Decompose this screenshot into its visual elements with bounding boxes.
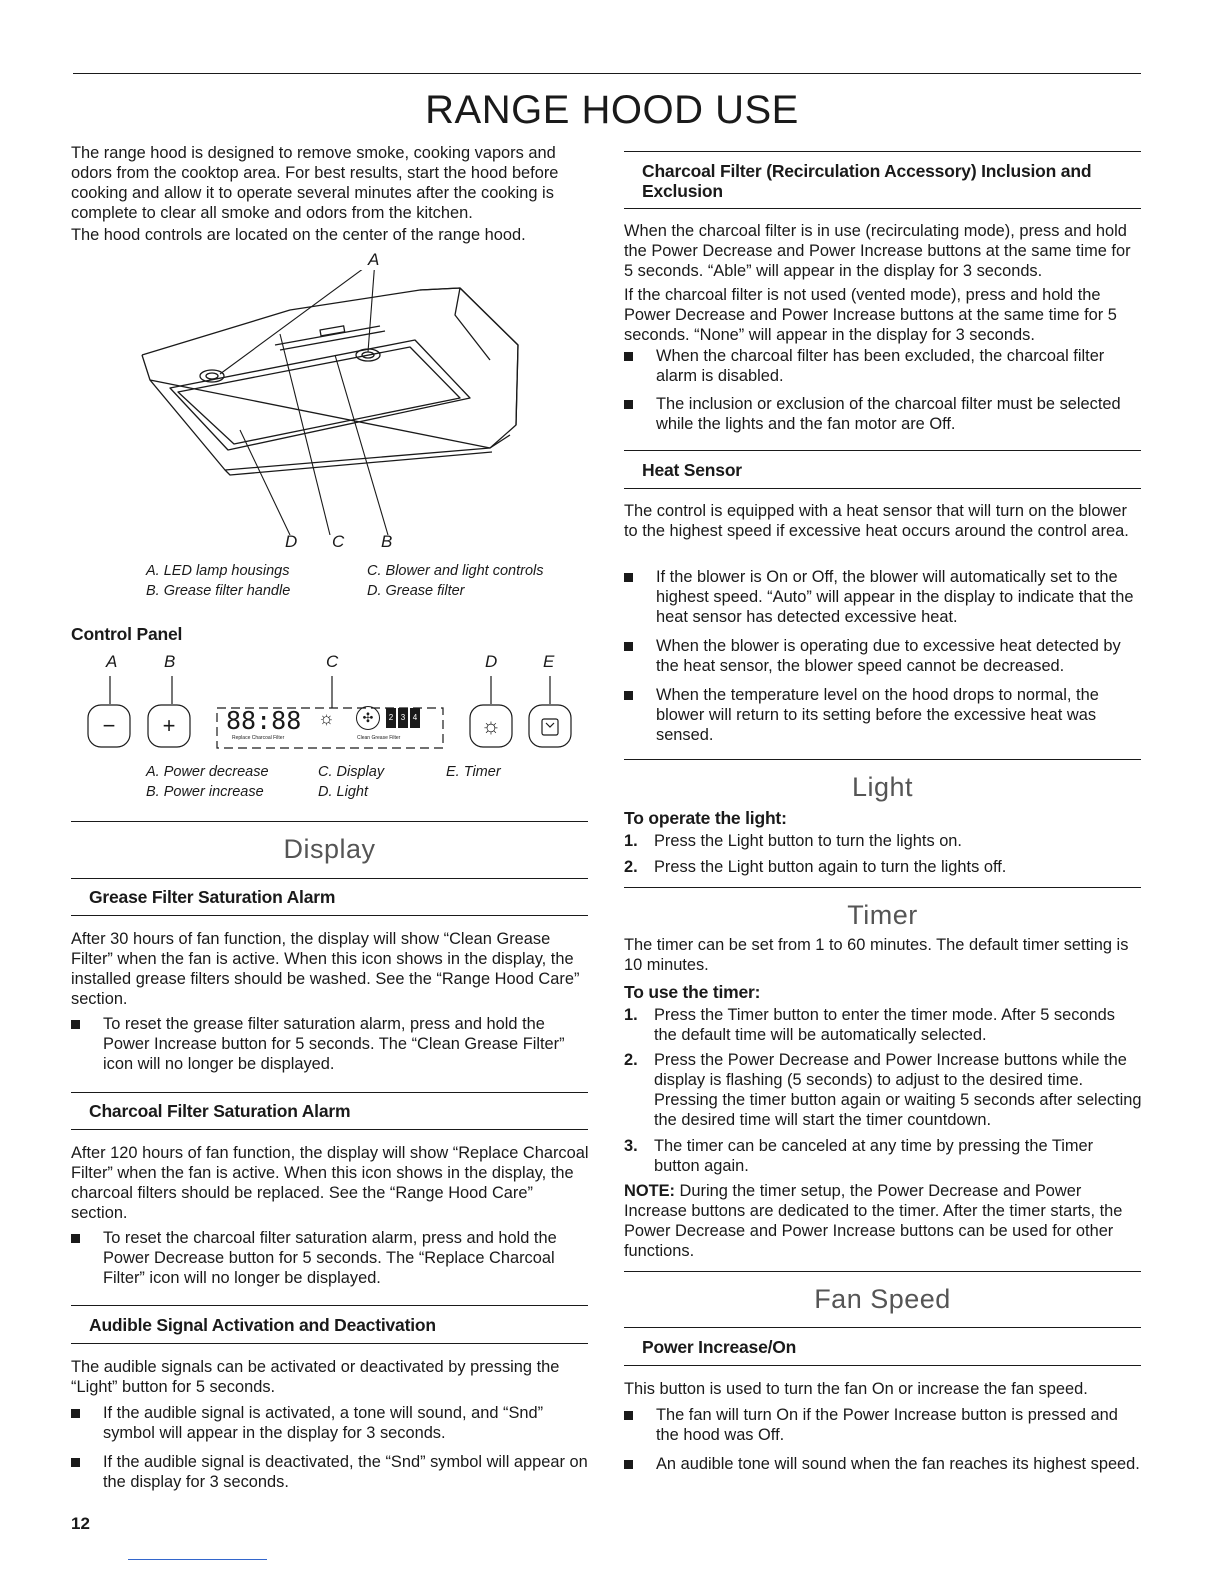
panel-caption: B. Power increase xyxy=(146,784,264,800)
charcoal-inclusion-p2: If the charcoal filter is not used (vented mode), press and hold the Power Decrease and Power Increase buttons at the same time for 5 seconds. “None” will appear in the display for 3 seconds. xyxy=(624,286,1117,344)
audible-heading: Audible Signal Activation and Deactivation xyxy=(89,1315,436,1335)
replace-charcoal-filter-label: Replace Charcoal Filter xyxy=(232,735,285,741)
light-section-title: Light xyxy=(851,772,914,802)
display-digits: 88:88 xyxy=(226,706,302,735)
control-panel-heading: Control Panel xyxy=(71,624,183,644)
minus-icon: − xyxy=(102,713,116,738)
power-decrease-button[interactable] xyxy=(88,705,130,747)
audible-rule xyxy=(71,1305,588,1306)
timer-section-title: Timer xyxy=(847,900,918,930)
timer-body: The timer can be set from 1 to 60 minutes. The default timer setting is 10 minutes. xyxy=(624,936,1129,974)
panel-caption: C. Display xyxy=(318,764,385,780)
plus-icon: + xyxy=(162,713,176,738)
grease-alarm-heading: Grease Filter Saturation Alarm xyxy=(89,887,336,907)
panel-letter-e: E xyxy=(543,652,555,671)
power-increase-heading-rule xyxy=(624,1365,1141,1366)
power-increase-button[interactable] xyxy=(148,705,190,747)
charcoal-alarm-body: After 120 hours of fan function, the display will show “Replace Charcoal Filter” when the fan is active. When this icon shows in the display, the charcoal filters should be replaced. See the “Range Hood Care” section. xyxy=(71,1144,589,1222)
timer-subheading: To use the timer: xyxy=(624,982,761,1002)
figure-caption: A. LED lamp housings xyxy=(146,563,290,579)
charcoal-inclusion-rule xyxy=(624,151,1141,152)
figure-letter-b: B xyxy=(381,532,393,551)
speed-bar: 3 xyxy=(398,708,408,728)
display-sub-rule xyxy=(71,878,588,879)
speed-bar: 2 xyxy=(386,708,396,728)
range-hood-illustration xyxy=(130,270,530,535)
panel-caption: A. Power decrease xyxy=(146,764,269,780)
heat-sensor-body: The control is equipped with a heat sensor that will turn on the blower to the highest speed if excessive heat occurs around the control area. xyxy=(624,502,1129,540)
figure-letter-c: C xyxy=(332,532,345,551)
fan-speed-body: This button is used to turn the fan On or increase the fan speed. xyxy=(624,1380,1088,1398)
display-section-title: Display xyxy=(283,834,376,864)
charcoal-heading-rule xyxy=(71,1129,588,1130)
speed-indicator xyxy=(386,708,420,728)
panel-caption: D. Light xyxy=(318,784,368,800)
fan-speed-rule xyxy=(624,1271,1141,1272)
fan-speed-sub-rule xyxy=(624,1327,1141,1328)
figure-letter-d: D xyxy=(285,532,298,551)
footer-link-line xyxy=(128,1559,267,1560)
clean-grease-filter-label: Clean Grease Filter xyxy=(357,735,401,741)
panel-letter-c: C xyxy=(326,652,339,671)
page-title: RANGE HOOD USE xyxy=(425,88,799,132)
figure-caption: C. Blower and light controls xyxy=(367,563,544,579)
power-increase-heading: Power Increase/On xyxy=(642,1337,797,1357)
grease-heading-rule xyxy=(71,915,588,916)
grease-alarm-body: After 30 hours of fan function, the display will show “Clean Grease Filter” when the fan is active. When this icon shows in the display, the installed grease filters should be washed. See the “Range Hood Care” section. xyxy=(71,930,580,1008)
audible-heading-rule xyxy=(71,1343,588,1344)
charcoal-inclusion-heading: Charcoal Filter (Recirculation Accessory) Inclusion and Exclusion xyxy=(642,161,1092,201)
light-bulb-icon: ☼ xyxy=(480,713,502,738)
heat-sensor-heading: Heat Sensor xyxy=(642,460,742,480)
panel-letter-a: A xyxy=(106,652,118,671)
audible-body: The audible signals can be activated or deactivated by pressing the “Light” button for 5 seconds. xyxy=(71,1358,560,1396)
charcoal-inclusion-p1: When the charcoal filter is in use (recirculating mode), press and hold the Power Decrease and Power Increase buttons at the same time for 5 seconds. “Able” will appear in the display for 3 seconds. xyxy=(624,222,1131,280)
heat-sensor-heading-rule xyxy=(624,488,1141,489)
timer-rule xyxy=(624,887,1141,888)
panel-letter-b: B xyxy=(164,652,176,671)
fan-speed-section-title: Fan Speed xyxy=(814,1284,951,1314)
figure-caption: B. Grease filter handle xyxy=(146,583,291,599)
intro-paragraph: The range hood is designed to remove smoke, cooking vapors and odors from the cooktop area. For best results, start the hood before cooking and allow it to operate several minutes after the cooking is complete to clear all smoke and odors from the kitchen. xyxy=(71,144,559,222)
light-subheading: To operate the light: xyxy=(624,808,787,828)
top-rule xyxy=(73,73,1141,74)
display-rule xyxy=(71,821,588,822)
display-light-icon: ☼ xyxy=(318,708,335,728)
panel-caption: E. Timer xyxy=(446,764,501,780)
charcoal-inclusion-heading-rule xyxy=(624,208,1141,209)
light-rule xyxy=(624,759,1141,760)
panel-letter-d: D xyxy=(485,652,498,671)
charcoal-alarm-rule xyxy=(71,1092,588,1093)
timer-note: NOTE: During the timer setup, the Power Decrease and Power Increase buttons are dedicated to the timer. After the timer starts, the Power Decrease and Power Increase buttons can be used for other functions. xyxy=(624,1182,1123,1260)
charcoal-alarm-heading: Charcoal Filter Saturation Alarm xyxy=(89,1101,351,1121)
page-number: 12 xyxy=(71,1514,90,1533)
timer-button[interactable] xyxy=(529,705,571,747)
light-button[interactable] xyxy=(470,705,512,747)
intro-controls-location: The hood controls are located on the center of the range hood. xyxy=(71,226,526,244)
figure-caption: D. Grease filter xyxy=(367,583,465,599)
speed-bar: 4 xyxy=(410,708,420,728)
heat-sensor-rule xyxy=(624,450,1141,451)
fan-icon: ✣ xyxy=(356,706,380,730)
figure-letter-a: A xyxy=(368,250,380,269)
